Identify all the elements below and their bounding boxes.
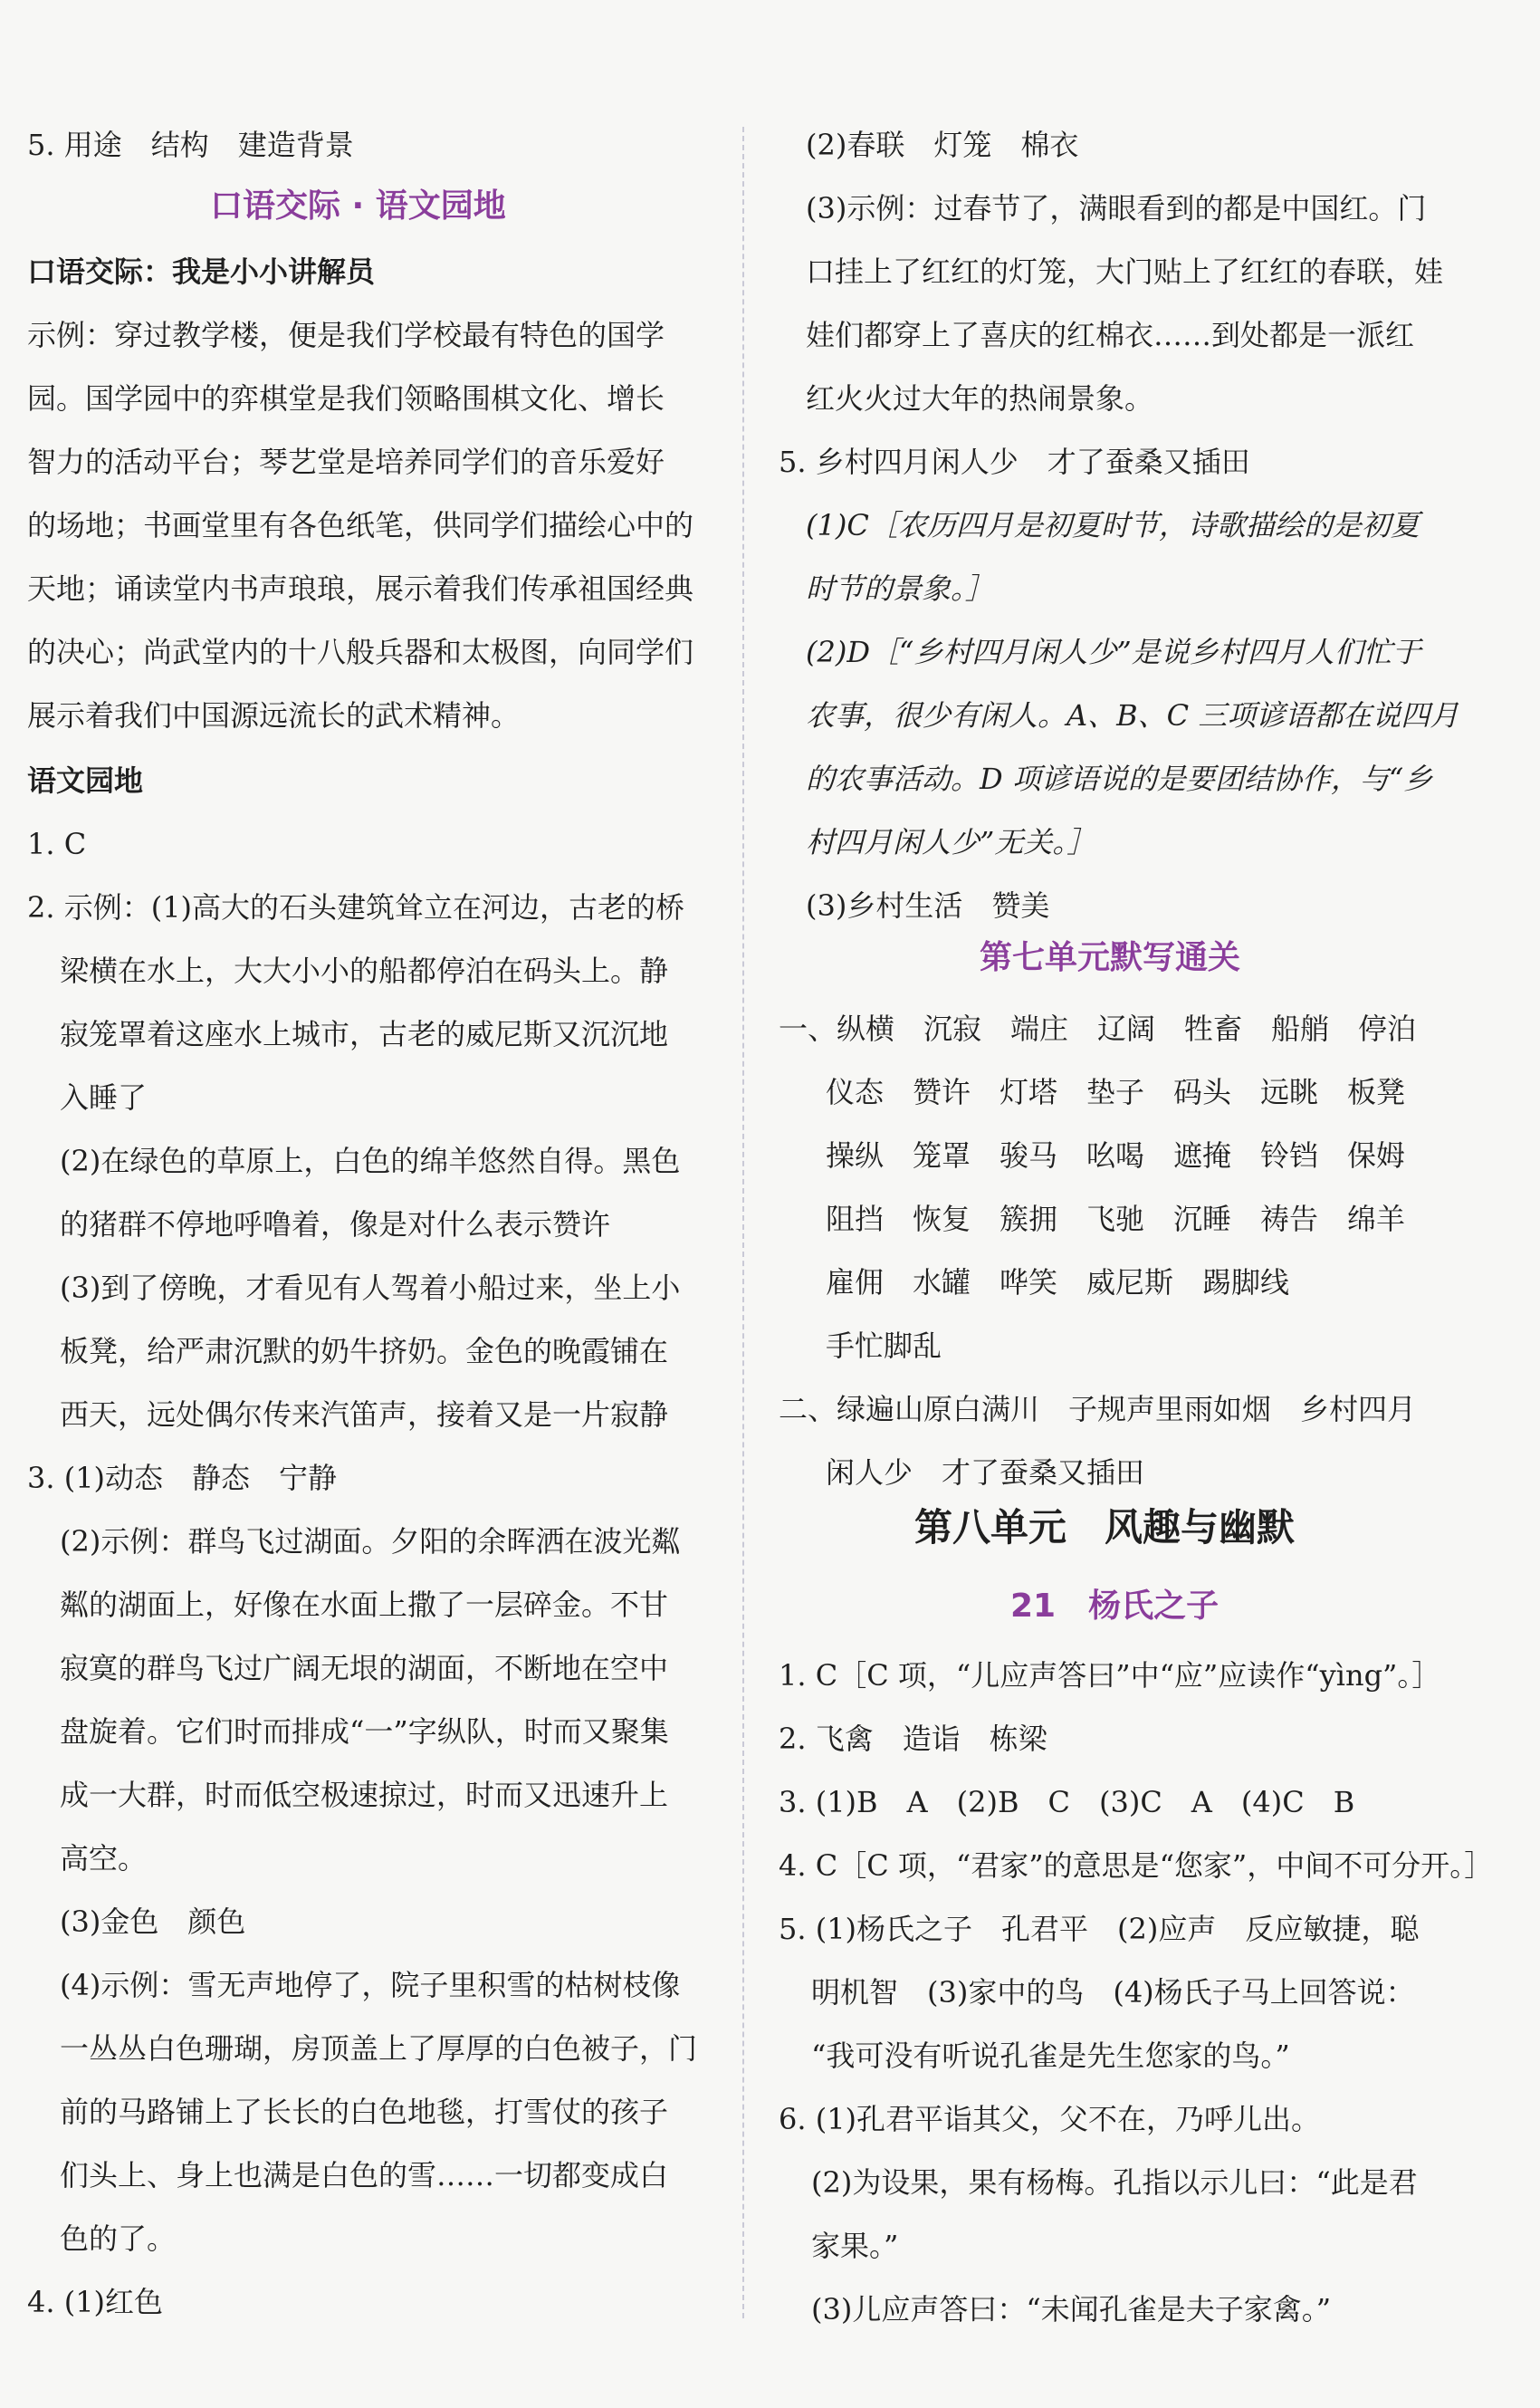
text-line: (1)C［农历四月是初夏时节，诗歌描绘的是初夏 [806, 508, 1420, 542]
text-line: 寂笼罩着这座水上城市，古老的威尼斯又沉沉地 [60, 1017, 669, 1051]
text-line: 娃们都穿上了喜庆的红棉衣……到处都是一派红 [806, 318, 1415, 352]
text-line: 一丛丛白色珊瑚，房顶盖上了厚厚的白色被子，门 [60, 2031, 698, 2066]
text-line: (2)在绿色的草原上，白色的绵羊悠然自得。黑色 [60, 1144, 681, 1178]
text-line: (3)示例：过春节了，满眼看到的都是中国红。门 [806, 191, 1427, 225]
text-line: 手忙脚乱 [826, 1329, 942, 1363]
text-line: 梁横在水上，大大小小的船都停泊在码头上。静 [60, 954, 669, 988]
text-line: 4. C［C 项，“君家”的意思是“您家”，中间不可分开。］ [779, 1848, 1494, 1883]
text-line: 1. C [27, 827, 87, 861]
answer-5-line: 5. 用途 结构 建造背景 [27, 128, 354, 162]
text-line: 2. 飞禽 造诣 栋梁 [779, 1722, 1047, 1756]
text-line: 的农事活动。D 项谚语说的是要团结协作，与“乡 [806, 762, 1433, 796]
text-line: 3. (1)B A (2)B C (3)C A (4)C B [779, 1785, 1355, 1819]
subsection-oral: 口语交际：我是小小讲解员 [27, 254, 376, 289]
text-line: 前的马路铺上了长长的白色地毯，打雪仗的孩子 [60, 2095, 669, 2129]
text-line: 闲人少 才了蚕桑又插田 [826, 1455, 1145, 1490]
text-line: “我可没有听说孔雀是先生您家的鸟。” [811, 2039, 1290, 2073]
text-line: (2)为设果，果有杨梅。孔指以示儿曰：“此是君 [811, 2165, 1418, 2200]
text-line: 盘旋着。它们时而排成“一”字纵队，时而又聚集 [60, 1714, 669, 1749]
text-line: 口挂上了红红的灯笼，大门贴上了红红的春联，娃 [806, 254, 1444, 289]
text-line: 明机智 (3)家中的鸟 (4)杨氏子马上回答说： [811, 1975, 1415, 2010]
section-title-oral: 口语交际 · 语文园地 [210, 187, 506, 225]
text-line: 仪态 赞许 灯塔 垫子 码头 远眺 板凳 [826, 1075, 1406, 1109]
section-title-unit7: 第七单元默写通关 [980, 939, 1241, 976]
text-line: (4)示例：雪无声地停了，院子里积雪的枯树枝像 [60, 1968, 681, 2002]
text-line: 的决心；尚武堂内的十八般兵器和太极图，向同学们 [27, 635, 694, 669]
text-line: 3. (1)动态 静态 宁静 [27, 1461, 338, 1495]
subsection-garden: 语文园地 [27, 763, 144, 798]
text-line: (2)春联 灯笼 棉衣 [806, 128, 1079, 162]
column-divider [742, 127, 744, 2318]
text-line: 5. (1)杨氏之子 孔君平 (2)应声 反应敏捷，聪 [779, 1912, 1420, 1946]
text-line: 色的了。 [60, 2221, 177, 2256]
text-line: 入睡了 [60, 1080, 148, 1115]
text-line: 们头上、身上也满是白色的雪……一切都变成白 [60, 2158, 669, 2192]
text-line: 操纵 笼罩 骏马 吆喝 遮掩 铃铛 保姆 [826, 1138, 1406, 1173]
text-line: 板凳，给严肃沉默的奶牛挤奶。金色的晚霞铺在 [60, 1334, 669, 1368]
text-line: 寂寞的群鸟飞过广阔无垠的湖面，不断地在空中 [60, 1651, 669, 1685]
text-line: 二、绿遍山原白满川 子规声里雨如烟 乡村四月 [779, 1392, 1417, 1426]
text-line: 一、纵横 沉寂 端庄 辽阔 牲畜 船艄 停泊 [779, 1012, 1417, 1046]
text-line: 智力的活动平台；琴艺堂是培养同学们的音乐爱好 [27, 445, 665, 479]
text-line: 的场地；书画堂里有各色纸笔，供同学们描绘心中的 [27, 508, 694, 542]
text-line: 的猪群不停地呼噜着，像是对什么表示赞许 [60, 1207, 611, 1242]
text-line: 天地；诵读堂内书声琅琅，展示着我们传承祖国经典 [27, 571, 694, 606]
text-line: 阻挡 恢复 簇拥 飞驰 沉睡 祷告 绵羊 [826, 1202, 1406, 1236]
text-line: 村四月闲人少”无关。］ [806, 825, 1096, 859]
text-line: (3)儿应声答曰：“未闻孔雀是夫子家禽。” [811, 2292, 1332, 2326]
text-line: (2)D［“乡村四月闲人少”是说乡村四月人们忙于 [806, 635, 1421, 669]
text-line: (3)金色 颜色 [60, 1904, 246, 1939]
text-line: 粼的湖面上，好像在水面上撒了一层碎金。不甘 [60, 1588, 669, 1622]
text-line: 家果。” [811, 2229, 899, 2263]
text-line: 展示着我们中国源远流长的武术精神。 [27, 698, 521, 733]
text-line: 雇佣 水罐 哗笑 威尼斯 踢脚线 [826, 1265, 1290, 1300]
text-line: 5. 乡村四月闲人少 才了蚕桑又插田 [779, 445, 1250, 479]
text-line: (2)示例：群鸟飞过湖面。夕阳的余晖洒在波光粼 [60, 1524, 681, 1559]
text-line: 农事，很少有闲人。A、B、C 三项谚语都在说四月 [806, 698, 1459, 733]
text-line: 时节的景象。］ [806, 571, 995, 606]
text-line: 成一大群，时而低空极速掠过，时而又迅速升上 [60, 1778, 669, 1812]
text-line: 西天，远处偶尔传来汽笛声，接着又是一片寂静 [60, 1397, 669, 1432]
text-line: 4. (1)红色 [27, 2285, 164, 2319]
text-line: 高空。 [60, 1841, 148, 1876]
text-line: 示例：穿过教学楼，便是我们学校最有特色的国学 [27, 318, 665, 352]
text-line: 1. C［C 项，“儿应声答曰”中“应”应读作“yìng”。］ [779, 1658, 1441, 1693]
text-line: (3)到了傍晚，才看见有人驾着小船过来，坐上小 [60, 1271, 681, 1305]
lesson-21-title: 21 杨氏之子 [1010, 1588, 1220, 1625]
text-line: 红火火过大年的热闹景象。 [806, 381, 1154, 416]
unit8-title: 第八单元 风趣与幽默 [914, 1505, 1296, 1549]
text-line: 园。国学园中的弈棋堂是我们领略围棋文化、增长 [27, 381, 665, 416]
text-line: 6. (1)孔君平诣其父，父不在，乃呼儿出。 [779, 2102, 1321, 2136]
text-line: (3)乡村生活 赞美 [806, 888, 1050, 923]
text-line: 2. 示例：(1)高大的石头建筑耸立在河边，古老的桥 [27, 890, 685, 925]
